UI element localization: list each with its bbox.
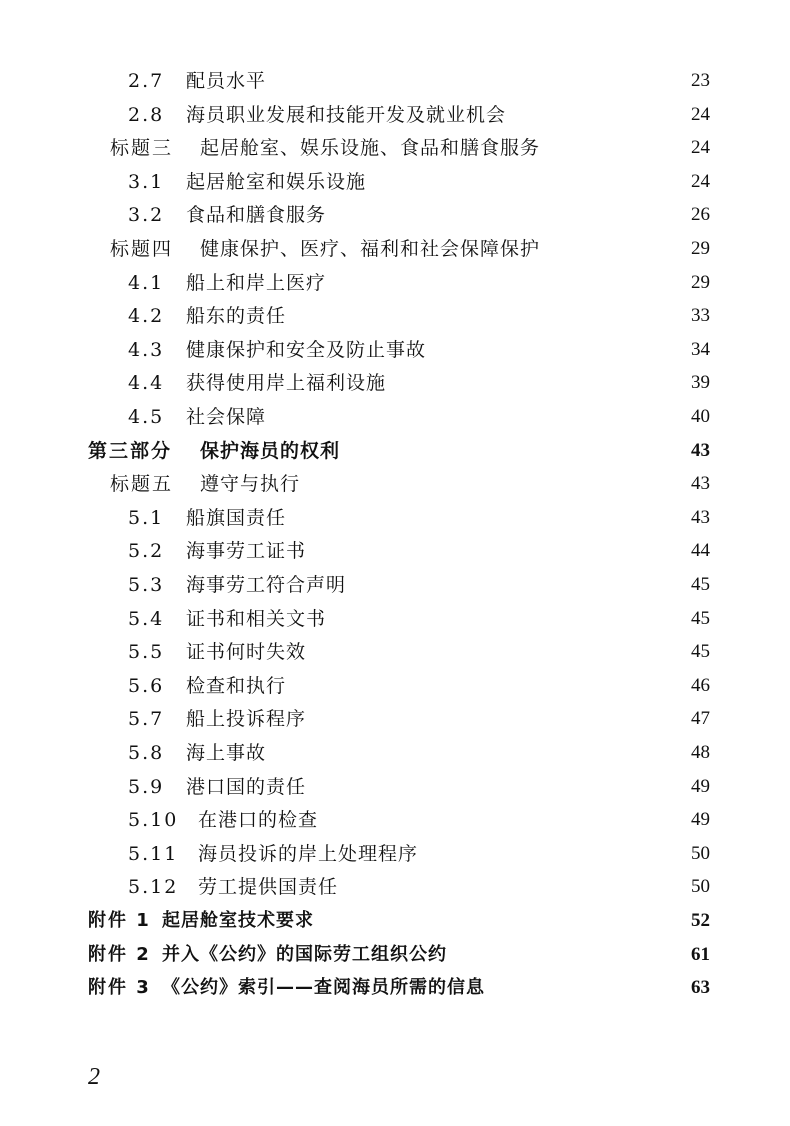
dot-leader [346,870,668,904]
toc-entry [128,770,710,804]
toc-entry-page: 24 [691,137,710,159]
toc-entry-title: 劳工提供国责任 [198,876,339,899]
toc-entry-number: 附件 3 [88,977,151,999]
toc-entry-number: 5.2 [128,540,165,563]
toc-entry-title: 社会保障 [186,406,267,428]
dot-leader [548,232,668,266]
toc-entry-title: 海员职业发展和技能开发及就业机会 [186,103,507,126]
toc-entry-title: 证书何时失效 [186,641,307,664]
toc-entry-page: 49 [691,809,710,831]
toc-entry-title: 起居舱室和娱乐设施 [186,170,367,193]
toc-entry-number: 2.7 [128,70,165,92]
toc-entry [128,400,710,434]
toc-entry [128,366,710,400]
toc-entry-page: 43 [691,506,710,528]
toc-entry-page: 26 [691,204,710,226]
toc-entry-number: 5.11 [128,842,179,865]
toc-entry-number: 5.4 [128,607,165,630]
toc-entry-title: 证书和相关文书 [186,607,327,630]
dot-leader [274,736,668,770]
toc-entry [128,669,710,703]
toc-entry-page: 50 [691,876,710,898]
toc-entry-title: 《公约》索引——查阅海员所需的信息 [162,977,485,999]
dot-leader [548,131,668,165]
toc-entry-number: 3.2 [128,204,165,227]
toc-entry-page: 43 [691,439,710,461]
toc-entry-title: 海事劳工证书 [186,540,307,563]
toc-entry-number: 5.7 [128,708,165,731]
toc-entry [128,736,710,770]
dot-leader [308,467,668,501]
dot-leader [354,568,668,602]
toc-entry-number: 标题四 [110,238,174,260]
toc-entry [88,434,710,468]
toc-entry-title: 并入《公约》的国际劳工组织公约 [162,943,447,965]
page-number: 2 [88,1064,100,1090]
toc-entry-page: 29 [691,238,710,259]
toc-entry-title: 港口国的责任 [186,775,307,798]
toc-entry-number: 附件 1 [88,910,151,931]
toc-entry-number: 4.3 [128,338,165,361]
toc-entry [128,64,710,98]
toc-entry-number: 4.5 [128,406,165,428]
toc-entry [128,198,710,232]
toc-entry-number: 第三部分 [88,439,173,462]
dot-leader [326,803,668,837]
toc-entry [128,568,710,602]
toc-entry-title: 船上和岸上医疗 [186,271,327,294]
toc-entry [128,702,710,736]
toc-entry-title: 健康保护和安全及防止事故 [186,338,427,361]
toc-entry-page: 43 [691,473,710,495]
toc-entry [128,333,710,367]
toc-entry-page: 48 [691,742,710,763]
toc-entry-page: 39 [691,372,710,394]
toc-entry-page: 45 [691,607,710,629]
toc-entry-page: 40 [691,406,710,427]
toc-entry-title: 在港口的检查 [198,809,319,832]
toc-entry-page: 45 [691,574,710,595]
toc-entry [110,232,710,266]
toc-entry-page: 50 [691,842,710,864]
toc-entry-title: 船上投诉程序 [186,708,307,731]
toc-entry-number: 5.9 [128,775,165,798]
toc-entry-title: 海事劳工符合声明 [186,574,347,596]
toc-entry [128,266,710,300]
toc-entry [128,602,710,636]
toc-entry-title: 食品和膳食服务 [186,204,327,227]
toc-entry [128,299,710,333]
dot-leader [294,501,668,535]
toc-entry-title: 配员水平 [186,70,267,92]
toc-entry-title: 船东的责任 [186,305,287,328]
dot-leader [274,400,668,434]
toc-entry-page: 46 [691,674,710,696]
toc-entry-number: 附件 2 [88,943,151,965]
toc-entry [128,534,710,568]
dot-leader [294,299,668,333]
toc-entry-number: 5.5 [128,641,165,664]
dot-leader [493,971,668,1005]
toc-entry [128,837,710,871]
toc-entry-page: 23 [691,70,710,91]
toc-entry-number: 4.1 [128,271,165,294]
toc-entry [128,635,710,669]
toc-entry-page: 24 [691,170,710,192]
toc-entry-page: 33 [691,305,710,327]
dot-leader [334,198,668,232]
toc-entry-title: 起居舱室技术要求 [162,910,314,931]
toc-entry-number: 5.10 [128,809,179,832]
toc-entry [88,938,710,972]
toc-entry-title: 船旗国责任 [186,506,287,529]
toc-entry-page: 44 [691,540,710,562]
dot-leader [334,266,668,300]
toc-entry-page: 52 [691,910,710,931]
dot-leader [314,702,668,736]
toc-entry [88,971,710,1005]
toc-entry-title: 保护海员的权利 [200,439,341,462]
toc-entry-page: 24 [691,103,710,125]
toc-entry-number: 4.2 [128,305,165,328]
toc-entry-title: 健康保护、医疗、福利和社会保障保护 [200,238,541,260]
toc-entry [88,904,710,938]
toc-entry-page: 45 [691,641,710,663]
toc-entry [128,870,710,904]
toc-entry-number: 5.1 [128,506,165,529]
toc-entry-number: 2.8 [128,103,165,126]
toc-entry-number: 5.12 [128,876,179,899]
toc-entry [110,467,710,501]
toc-entry-page: 61 [691,943,710,965]
dot-leader [334,602,668,636]
toc-entry-number: 标题三 [110,137,174,160]
dot-leader [314,534,668,568]
toc-entry [128,98,710,132]
toc-entry-number: 5.3 [128,574,165,596]
dot-leader [374,165,668,199]
dot-leader [455,938,668,972]
toc-entry-page: 47 [691,708,710,730]
toc-entry-page: 34 [691,338,710,360]
toc-entry-page: 63 [691,977,710,999]
toc-entry-title: 起居舱室、娱乐设施、食品和膳食服务 [200,137,541,160]
toc-entry [128,803,710,837]
toc-entry-title: 获得使用岸上福利设施 [186,372,387,395]
dot-leader [314,770,668,804]
toc-entry-number: 4.4 [128,372,165,395]
toc-entry-number: 3.1 [128,170,165,193]
dot-leader [426,837,668,871]
toc-entry-title: 海员投诉的岸上处理程序 [198,842,419,865]
toc-entry-number: 5.8 [128,742,165,764]
toc-entry-number: 5.6 [128,674,165,697]
toc-entry-title: 检查和执行 [186,674,287,697]
toc-entry-number: 标题五 [110,473,174,496]
dot-leader [274,64,668,98]
toc-entry-page: 29 [691,271,710,293]
toc-entry-title: 遵守与执行 [200,473,301,496]
dot-leader [434,333,668,367]
toc-entry [128,501,710,535]
toc-entry [128,165,710,199]
dot-leader [294,669,668,703]
dot-leader [314,635,668,669]
toc-entry [110,131,710,165]
dot-leader [394,366,668,400]
dot-leader [348,434,668,468]
toc-entry-title: 海上事故 [186,742,267,764]
toc-entry-page: 49 [691,775,710,797]
dot-leader [514,98,668,132]
dot-leader [322,904,668,938]
